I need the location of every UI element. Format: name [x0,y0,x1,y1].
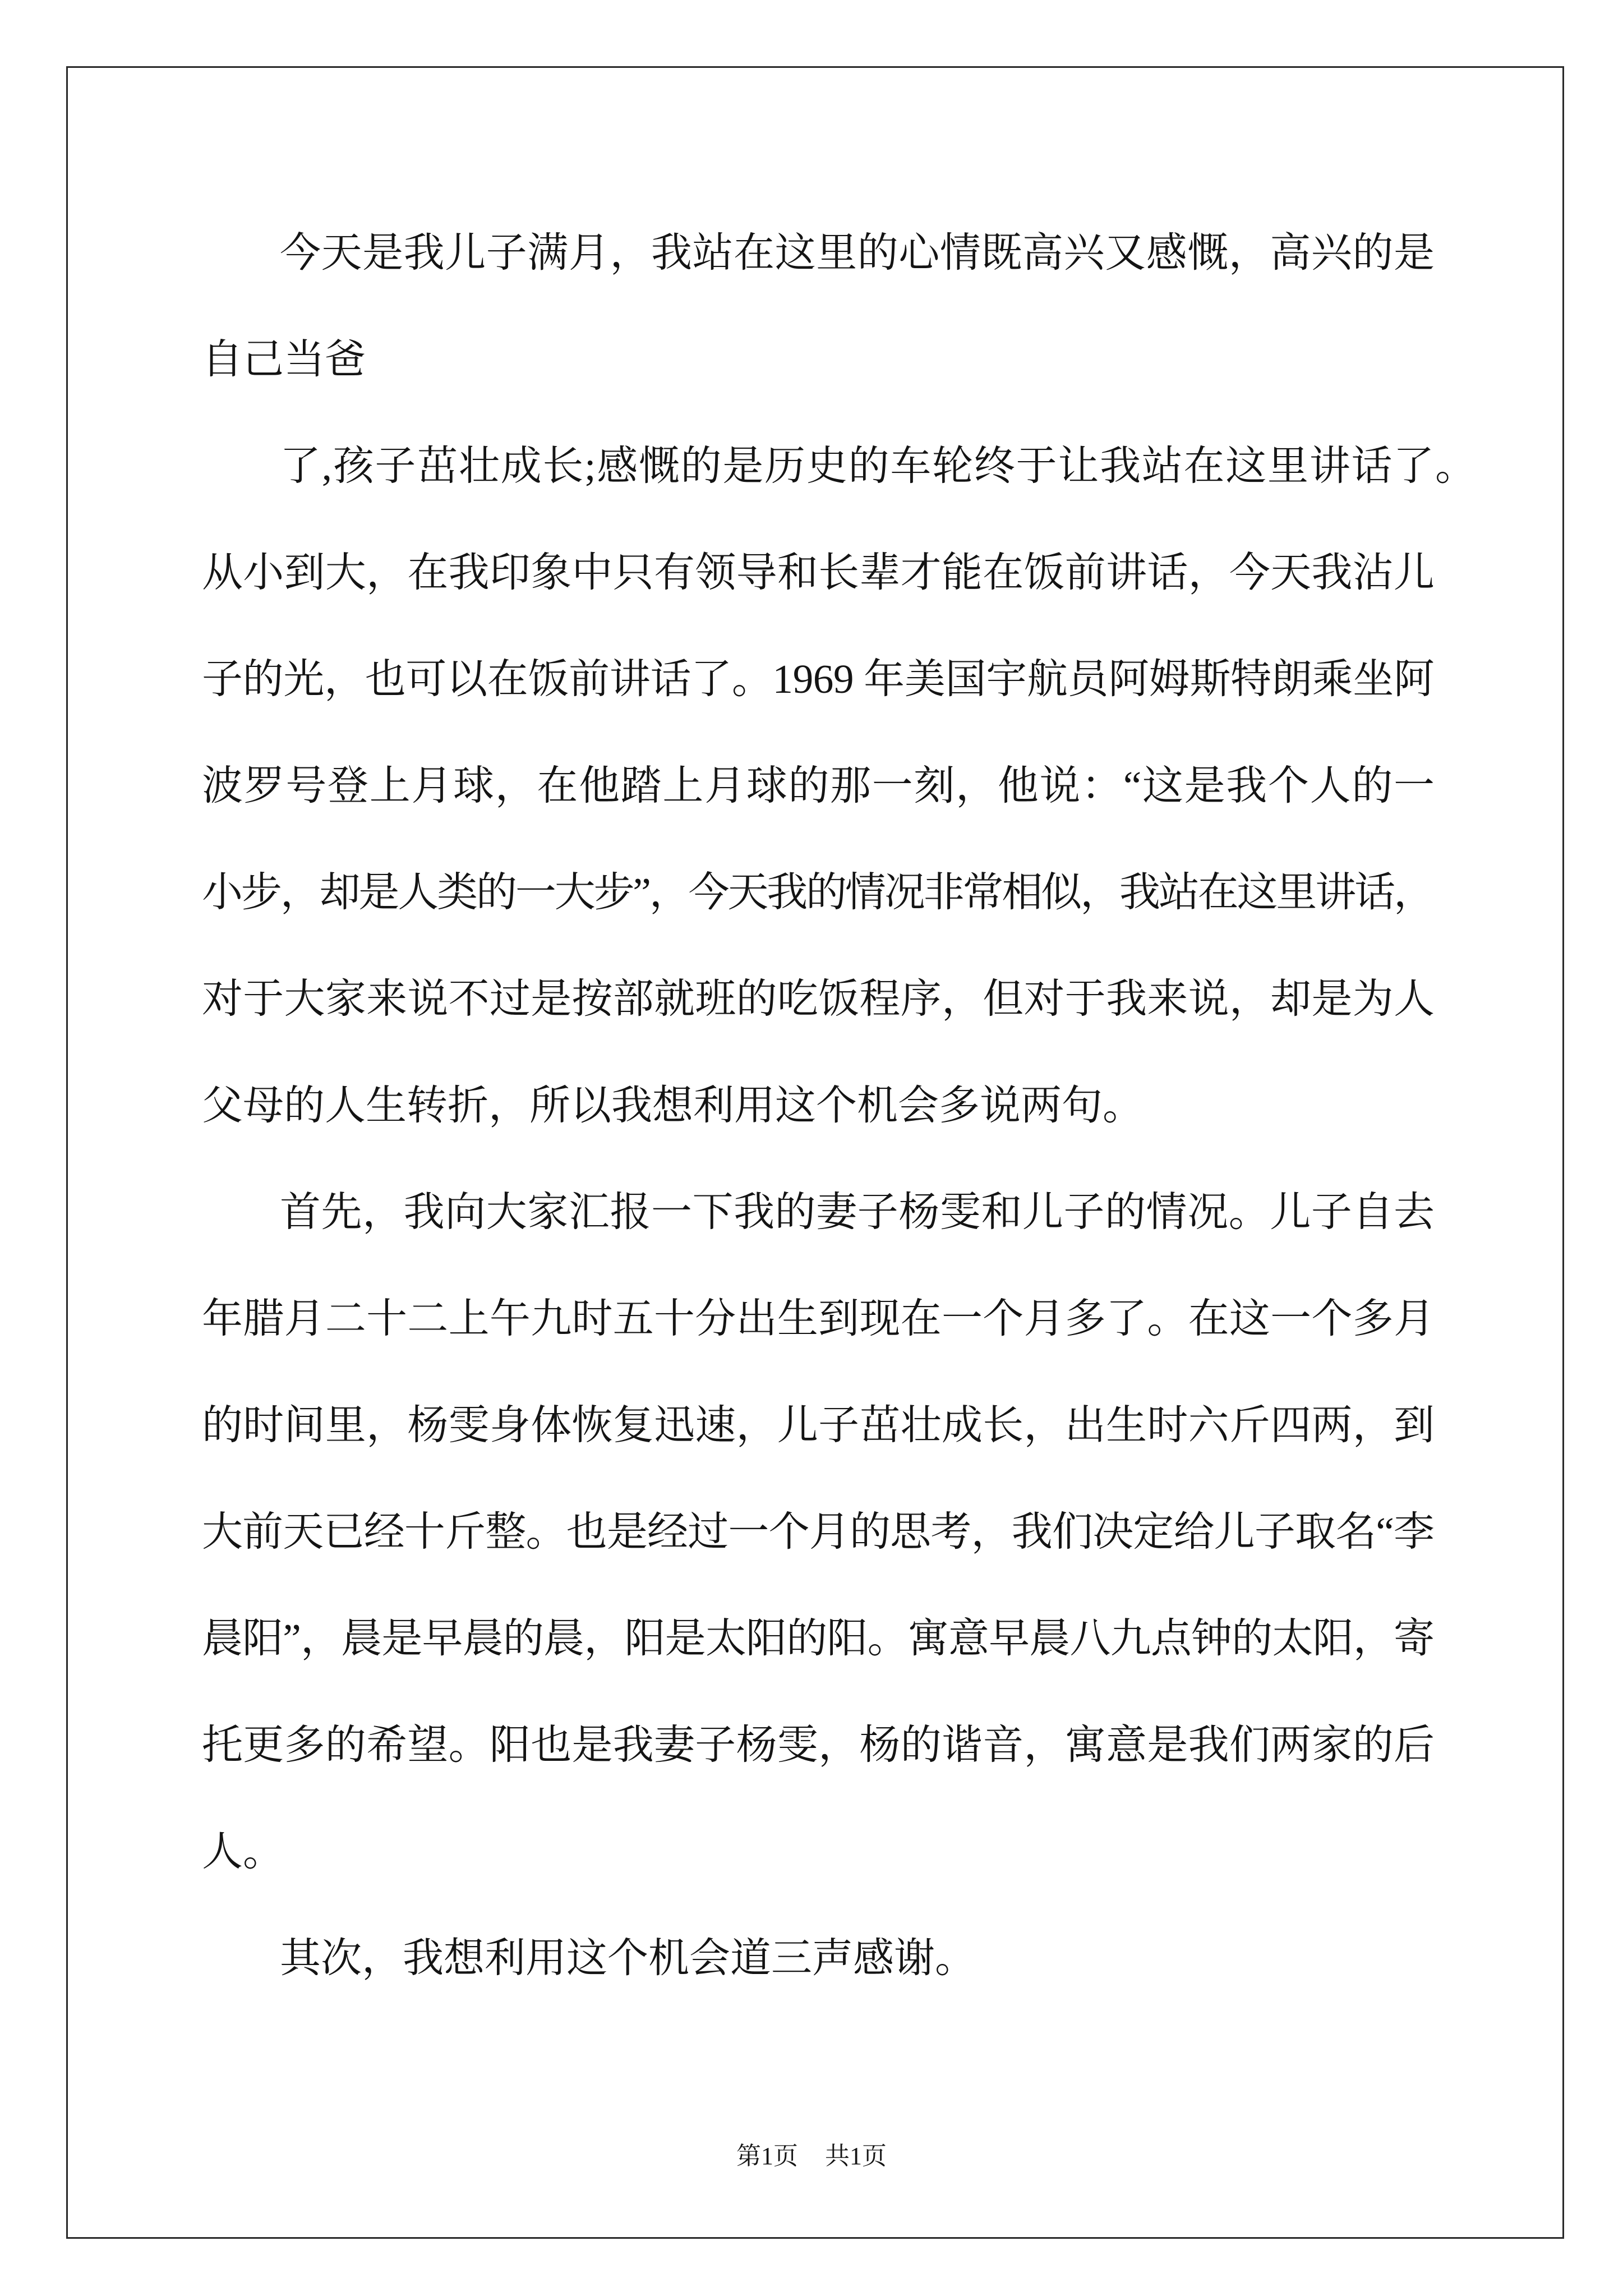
text-line: 自己当爸 [202,337,366,382]
text-line: 晨阳”，晨是早晨的晨，阳是太阳的阳。寓意早晨八九点钟的太阳，寄 [202,1616,1435,1661]
text-line: 小步，却是人类的一大步”，今天我的情况非常相似，我站在这里讲话， [202,869,1433,915]
text-line: 了,孩子茁壮成长;感慨的是历史的车轮终于让我站在这里讲话了。 [280,443,1477,489]
text-line: 波罗号登上月球，在他踏上月球的那一刻，他说：“这是我个人的一 [202,763,1436,808]
text-line: 子的光，也可以在饭前讲话了。1969 年美国宇航员阿姆斯特朗乘坐阿 [202,656,1435,702]
text-line: 首先，我向大家汇报一下我的妻子杨雯和儿子的情况。儿子自去 [280,1189,1435,1235]
text-line: 其次，我想利用这个机会道三声感谢。 [280,1935,976,1981]
text-line: 托更多的希望。阳也是我妻子杨雯，杨的谐音，寓意是我们两家的后 [202,1722,1435,1768]
text-line: 对于大家来说不过是按部就班的吃饭程序，但对于我来说，却是为人 [202,976,1435,1022]
text-line: 今天是我儿子满月，我站在这里的心情既高兴又感慨，高兴的是 [280,230,1435,275]
text-line: 从小到大，在我印象中只有领导和长辈才能在饭前讲话，今天我沾儿 [202,550,1435,595]
paragraph [202,1159,1435,1905]
page-number-current: 第1页 [736,2142,798,2170]
text-line: 父母的人生转折，所以我想利用这个机会多说两句。 [202,1083,1144,1128]
text-line: 人。 [202,1829,284,1874]
paragraph [202,413,1477,1159]
text-line: 大前天已经十斤整。也是经过一个月的思考，我们决定给儿子取名“李 [202,1509,1435,1554]
paragraph [202,1905,1435,2012]
document-body [202,200,1477,2012]
page-footer [0,2139,1623,2173]
paragraph [202,200,1435,413]
text-line: 年腊月二十二上午九时五十分出生到现在一个月多了。在这一个多月 [202,1296,1435,1341]
text-line: 的时间里，杨雯身体恢复迅速，儿子茁壮成长，出生时六斤四两，到 [202,1402,1435,1448]
page-number-total: 共1页 [825,2142,887,2170]
